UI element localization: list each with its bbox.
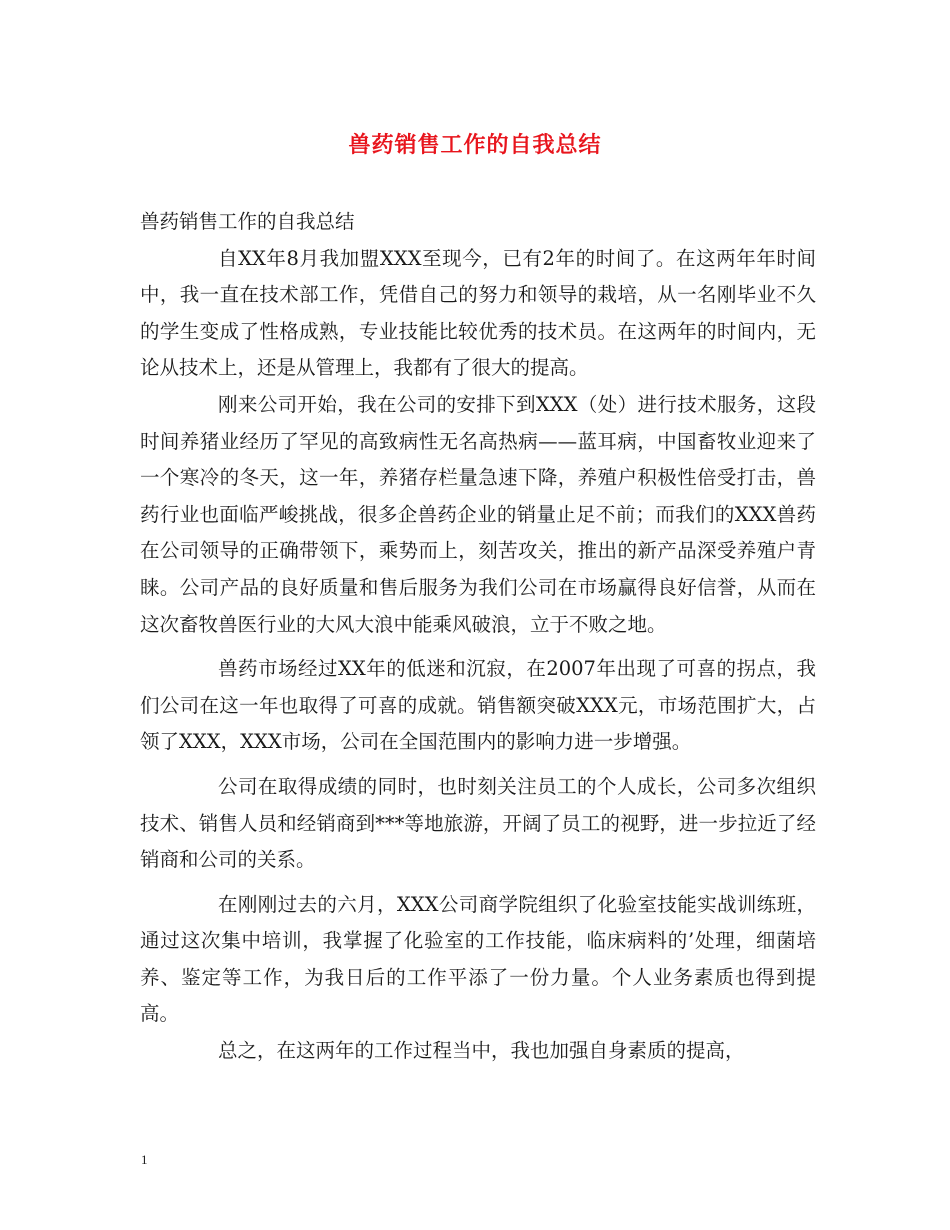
document-body [140,204,816,1070]
paragraph-4: 公司在取得成绩的同时，也时刻关注员工的个人成长，公司多次组织技术、销售人员和经销商到***等地旅游，开阔了员工的视野，进一步拉近了经销商和公司的关系。 [140,774,816,872]
document-title: 兽药销售工作的自我总结 [348,132,602,158]
paragraph-6: 总之，在这两年的工作过程当中，我也加强自身素质的提高， [218,1039,745,1063]
document-subtitle: 兽药销售工作的自我总结 [140,210,355,233]
paragraph-5: 在刚刚过去的六月，XXX公司商学院组织了化验室技能实战训练班，通过这次集中培训，我掌握了化验室的工作技能，临床病料的’处理，细菌培养、鉴定等工作，为我日后的工作平添了一份力量。个人业务素质也得到提高。 [140,892,816,1026]
page-number: 1 [141,1152,148,1167]
paragraph-2: 刚来公司开始，我在公司的安排下到XXX（处）进行技术服务，这段时间养猪业经历了罕见的高致病性无名高热病——蓝耳病，中国畜牧业迎来了一个寒冷的冬天，这一年，养猪存栏量急速下降，养殖户积极性倍受打击，兽药行业也面临严峻挑战，很多企兽药企业的销量止足不前；而我们的XXX兽药在公司领导的正确带领下，乘势而上，刻苦攻关，推出的新产品深受养殖户青睐。公司产品的良好质量和售后服务为我们公司在市场赢得良好信誉，从而在这次畜牧兽医行业的大风大浪中能乘风破浪，立于不败之地。 [140,392,816,636]
paragraph-3: 兽药市场经过XX年的低迷和沉寂，在2007年出现了可喜的拐点，我们公司在这一年也取得了可喜的成就。销售额突破XXX元，市场范围扩大，占领了XXX，XXX市场，公司在全国范围内的影响力进一步增强。 [140,657,816,754]
paragraph-1: 自XX年8月我加盟XXX至现今，已有2年的时间了。在这两年年时间中，我一直在技术部工作，凭借自己的努力和领导的栽培，从一名刚毕业不久的学生变成了性格成熟，专业技能比较优秀的技术员。在这两年的时间内，无论从技术上，还是从管理上，我都有了很大的提高。 [140,246,816,380]
